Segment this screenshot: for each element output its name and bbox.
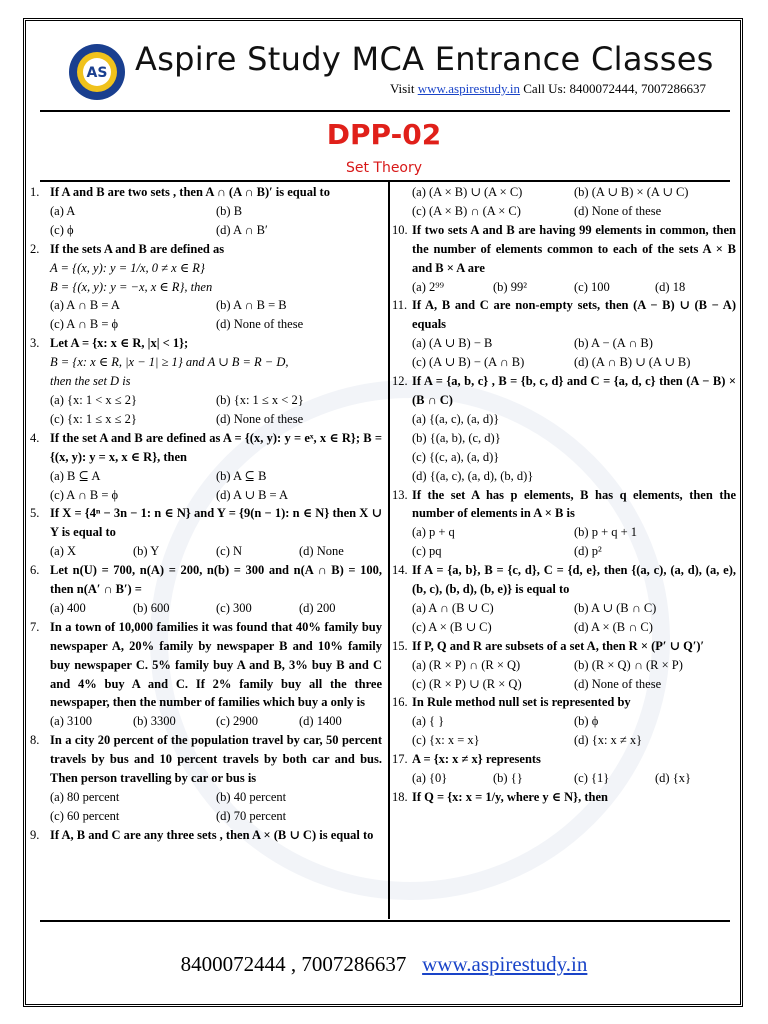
answer-option: (a) {0} (412, 771, 448, 786)
answer-option: (a) 2⁹⁹ (412, 279, 444, 294)
answer-option: (b) A ∪ (B ∩ C) (574, 600, 657, 615)
options-row (30, 599, 382, 618)
answer-option: (b) A ∩ B = B (216, 298, 287, 313)
question-item (30, 429, 382, 505)
options-row (392, 202, 736, 221)
question-formula-line: A = {(x, y): y = 1/x, 0 ≠ x ∈ R} (50, 260, 205, 275)
left-column (30, 183, 382, 845)
answer-option: (d) {(a, c), (a, d), (b, d)} (412, 468, 534, 483)
answer-option: (a) A ∩ (B ∪ C) (412, 600, 494, 615)
question-number: 10. (392, 222, 408, 237)
answer-option: (d) 70 percent (216, 808, 287, 823)
answer-option: (d) None (299, 544, 344, 559)
answer-option: (c) (A × B) ∩ (A × C) (412, 203, 521, 218)
answer-option: (c) {x: x = x} (412, 733, 480, 748)
options-row (392, 656, 736, 675)
options-row (30, 202, 382, 221)
options-row (392, 429, 736, 448)
question-item (30, 618, 382, 731)
question-row (30, 826, 382, 845)
answer-option: (b) (R × Q) ∩ (R × P) (574, 657, 683, 672)
options-row (392, 334, 736, 353)
question-number: 2. (30, 241, 40, 256)
answer-option: (a) {x: 1 < x ≤ 2} (50, 392, 138, 407)
answer-option: (c) 60 percent (50, 808, 120, 823)
answer-option: (c) A ∩ B = ϕ (50, 487, 119, 502)
question-number: 5. (30, 506, 40, 521)
answer-option: (b) (A ∪ B) × (A ∪ C) (574, 185, 689, 199)
footer-divider (40, 920, 730, 922)
answer-option: (b) 99² (493, 279, 527, 294)
answer-option: (c) 2900 (216, 714, 258, 729)
question-text: Let n(U) = 700, n(A) = 200, n(b) = 300 and n(A ∩ B) = 100, then n(A′ ∩ B′) = (50, 563, 382, 597)
question-text: If the set A has p elements, B has q elements, then the number of elements in A × B is (412, 487, 736, 521)
answer-option: (a) B ⊆ A (50, 468, 101, 483)
question-row (392, 561, 736, 599)
question-row (392, 372, 736, 410)
question-item (392, 561, 736, 637)
options-row (30, 542, 382, 561)
answer-option: (b) {(a, b), (c, d)} (412, 430, 501, 445)
header-divider (40, 110, 730, 112)
answer-option: (a) 400 (50, 600, 86, 615)
question-text: If Q = {x: x = 1/y, where y ∈ N}, then (412, 790, 608, 804)
options-row (392, 523, 736, 542)
options-row (30, 486, 382, 505)
options-row (392, 467, 736, 486)
answer-option: (d) {x: x ≠ x} (574, 733, 643, 748)
question-item (392, 372, 736, 485)
answer-option: (c) A ∩ B = ϕ (50, 317, 119, 332)
aspire-study-logo-icon (67, 42, 127, 102)
footer-phones: 8400072444 , 7007286637 (180, 952, 407, 976)
answer-option: (c) pq (412, 544, 442, 559)
options-row (392, 769, 736, 788)
answer-option: (a) {(a, c), (a, d)} (412, 411, 500, 426)
answer-option: (d) A × (B ∩ C) (574, 619, 653, 634)
answer-option: (c) (A ∪ B) − (A ∩ B) (412, 355, 525, 370)
svg-text:AS: AS (86, 65, 108, 81)
answer-option: (d) None of these (216, 411, 304, 426)
question-row (30, 429, 382, 467)
question-text: In a city 20 percent of the population travel by car, 50 percent travels by bus and 10 percent travels by both car and bus. Then person travelling by car or bus is (50, 733, 382, 786)
answer-option: (d) None of these (216, 317, 304, 332)
question-text: If A, B and C are any three sets , then A × (B ∪ C) is equal to (50, 827, 374, 842)
question-row (392, 637, 736, 656)
question-text: If two sets A and B are having 99 elements in common, then the number of elements common to each of the sets A × B and B × A are (412, 222, 736, 275)
question-item (30, 731, 382, 826)
options-row (30, 788, 382, 807)
question-item (30, 826, 382, 845)
question-number: 7. (30, 619, 40, 634)
answer-option: (b) 40 percent (216, 790, 287, 804)
answer-option: (a) 3100 (50, 714, 92, 729)
question-number: 4. (30, 430, 40, 445)
visit-label: Visit (389, 81, 415, 96)
options-row (30, 315, 382, 334)
question-number: 3. (30, 336, 40, 351)
question-row (392, 221, 736, 278)
question-row (392, 693, 736, 712)
answer-option: (b) 3300 (133, 714, 176, 729)
options-row (30, 467, 382, 486)
options-row (30, 712, 382, 731)
sheet-code: DPP-02 (326, 118, 442, 151)
question-number: 8. (30, 733, 40, 748)
question-text: If A, B and C are non-empty sets, then (A − B) ∪ (B − A) equals (412, 298, 736, 332)
question-number: 6. (30, 563, 40, 578)
answer-option: (b) p + q + 1 (574, 525, 638, 540)
question-item (392, 486, 736, 562)
question-row (30, 731, 382, 788)
question-row (30, 504, 382, 542)
question-text: If X = {4ⁿ − 3n − 1: n ∈ N} and Y = {9(n − 1): n ∈ N} then X ∪ Y is equal to (50, 506, 382, 540)
question-item (392, 693, 736, 750)
question-text: If A = {a, b, c} , B = {b, c, d} and C = {a, d, c} then (A − B) × (B ∩ C) (412, 374, 736, 407)
options-row (392, 353, 736, 372)
question-number: 13. (392, 487, 408, 502)
answer-option: (b) {x: 1 ≤ x < 2} (216, 392, 304, 407)
answer-option: (c) A × (B ∪ C) (412, 619, 492, 634)
question-number: 9. (30, 827, 40, 842)
question-item (392, 637, 736, 694)
answer-option: (d) A ∪ B = A (216, 487, 289, 502)
question-text: Let A = {x: x ∈ R, |x| < 1}; (50, 336, 189, 351)
answer-option: (b) ϕ (574, 714, 599, 729)
answer-option: (b) A − (A ∩ B) (574, 336, 653, 351)
question-row (392, 296, 736, 334)
answer-option: (d) p² (574, 544, 602, 559)
answer-option: (d) None of these (574, 203, 662, 218)
answer-option: (a) (A × B) ∪ (A × C) (412, 185, 523, 199)
options-row (392, 599, 736, 618)
question-formula-line: then the set D is (50, 374, 131, 389)
answer-option: (c) 300 (216, 600, 252, 615)
options-row (30, 221, 382, 240)
answer-option: (a) X (50, 544, 77, 559)
answer-option: (c) {x: 1 ≤ x ≤ 2} (50, 411, 137, 426)
question-row (30, 240, 382, 259)
footer (0, 952, 768, 977)
options-row (392, 675, 736, 694)
answer-option: (b) {} (493, 771, 523, 786)
answer-option: (c) ϕ (50, 222, 74, 237)
options-row (392, 183, 736, 202)
question-item (30, 183, 382, 240)
question-number: 14. (392, 563, 408, 578)
question-text: A = {x: x ≠ x} represents (412, 752, 541, 767)
answer-option: (d) {x} (655, 771, 691, 786)
question-number: 12. (392, 374, 408, 389)
answer-option: (b) B (216, 203, 243, 218)
page-title: Aspire Study MCA Entrance Classes (135, 40, 714, 78)
question-text: If P, Q and R are subsets of a set A, then R × (P′ ∪ Q′)′ (412, 638, 705, 653)
answer-option: (c) {1} (574, 771, 610, 786)
question-text: If the sets A and B are defined as (50, 241, 225, 256)
answer-option: (a) (R × P) ∩ (R × Q) (412, 657, 521, 672)
sheet-topic: Set Theory (345, 160, 423, 176)
answer-option: (c) N (216, 544, 243, 559)
question-formula-line: B = {x: x ∈ R, |x − 1| ≥ 1} and A ∪ B = R − D, (50, 355, 289, 370)
answer-option: (d) 200 (299, 600, 336, 615)
question-text: If A and B are two sets , then A ∩ (A ∩ B)′ is equal to (50, 185, 330, 199)
question-item (392, 296, 736, 372)
call-text: Call Us: 8400072444, 7007286637 (523, 81, 706, 96)
question-item (30, 334, 382, 429)
question-number: 17. (392, 752, 408, 767)
answer-option: (a) { } (412, 714, 445, 729)
options-row (392, 731, 736, 750)
question-text: In Rule method null set is represented by (412, 695, 631, 710)
question-number: 18. (392, 790, 408, 804)
answer-option: (d) A ∩ B′ (216, 222, 268, 237)
options-row (392, 542, 736, 561)
question-item (392, 221, 736, 297)
question-number: 11. (392, 298, 408, 313)
website-link[interactable]: www.aspirestudy.in (417, 81, 521, 96)
options-row (392, 448, 736, 467)
column-divider (388, 181, 390, 919)
answer-option: (d) 1400 (299, 714, 342, 729)
answer-option: (b) Y (133, 544, 160, 559)
question-row (392, 750, 736, 769)
options-row (392, 278, 736, 297)
question-text: If A = {a, b}, B = {c, d}, C = {d, e}, then {(a, c), (a, d), (a, e), (b, c), (b, d), (b, e)} is equal to (412, 563, 736, 597)
question-row (30, 334, 382, 353)
question-item (30, 504, 382, 561)
question-number: 1. (30, 185, 40, 199)
options-row (30, 391, 382, 410)
answer-option: (a) 80 percent (50, 790, 120, 804)
options-row (30, 807, 382, 826)
options-row (392, 410, 736, 429)
answer-option: (a) A ∩ B = A (50, 298, 120, 313)
question-item (392, 183, 736, 221)
answer-option: (c) (R × P) ∪ (R × Q) (412, 676, 522, 691)
question-item (30, 561, 382, 618)
right-column (392, 183, 736, 807)
answer-option: (a) (A ∪ B) − B (412, 336, 493, 351)
answer-option: (c) 100 (574, 279, 610, 294)
topic-divider (40, 180, 730, 182)
question-item (392, 788, 736, 807)
answer-option: (d) 18 (655, 279, 686, 294)
question-item (30, 240, 382, 335)
question-text: In a town of 10,000 families it was found that 40% family buy newspaper A, 20% family by newspaper B and 10% family buy newspaper C. 5% family buy A and B, 3% buy B and C and 4% buy A and C. If 2% family buy all the three newspaper, then the number of families which buy a only is (50, 619, 382, 710)
question-row (392, 486, 736, 524)
options-row (392, 712, 736, 731)
question-number: 15. (392, 638, 408, 653)
answer-option: (a) A (50, 203, 76, 218)
answer-option: (a) p + q (412, 525, 455, 540)
question-row (30, 183, 382, 202)
options-row (30, 410, 382, 429)
answer-option: (c) {(c, a), (a, d)} (412, 449, 500, 464)
answer-option: (d) None of these (574, 676, 662, 691)
question-formula-line: B = {(x, y): y = −x, x ∈ R}, then (50, 279, 213, 294)
options-row (30, 296, 382, 315)
question-number: 16. (392, 695, 408, 710)
question-row (30, 618, 382, 713)
question-row (30, 561, 382, 599)
question-item (392, 750, 736, 788)
contact-line (390, 81, 706, 97)
options-row (392, 618, 736, 637)
question-text: If the set A and B are defined as A = {(x, y): y = eˣ, x ∈ R}; B = {(x, y): y = x, x ∈ R}, then (50, 430, 382, 464)
answer-option: (b) A ⊆ B (216, 468, 267, 483)
answer-option: (b) 600 (133, 600, 170, 615)
footer-website-link[interactable]: www.aspirestudy.in (422, 952, 588, 976)
question-row (392, 788, 736, 807)
answer-option: (d) (A ∩ B) ∪ (A ∪ B) (574, 355, 691, 370)
